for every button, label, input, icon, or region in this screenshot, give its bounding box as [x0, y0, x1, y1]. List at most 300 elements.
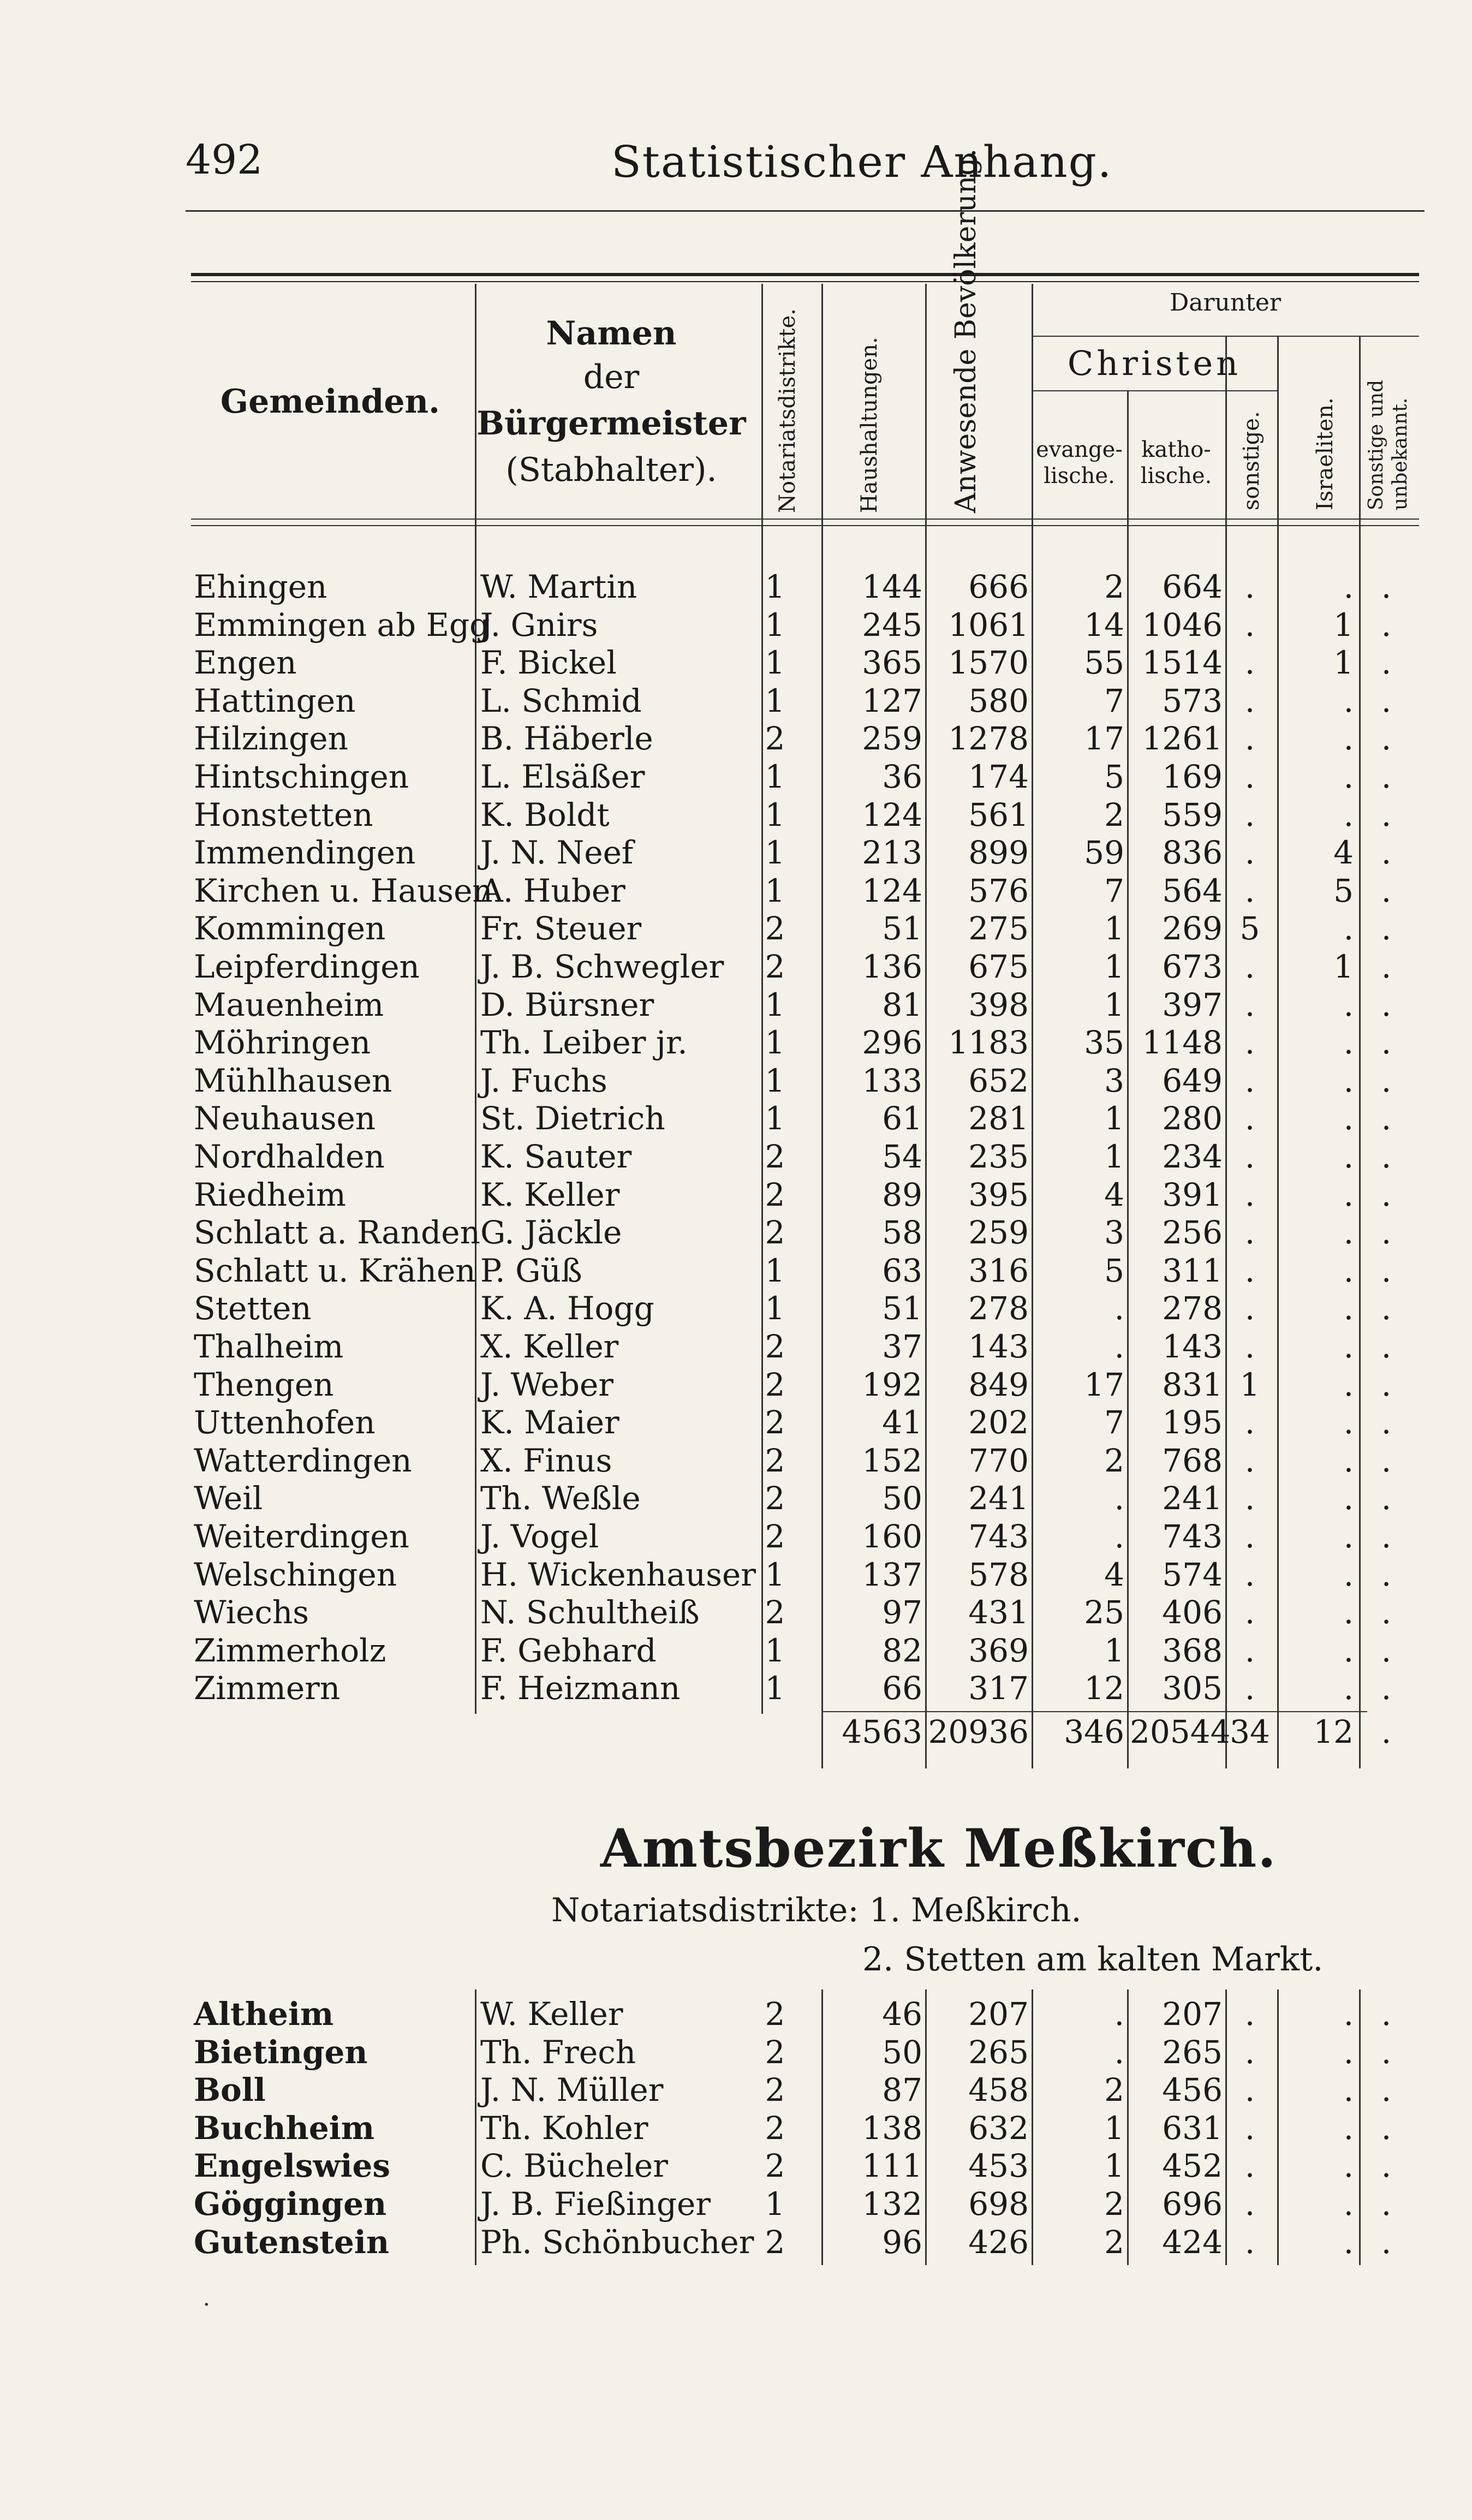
- cell-gemeinde: Schlatt a. Randen: [194, 1214, 480, 1252]
- cell-buergermeister: K. Keller: [480, 1176, 620, 1213]
- table-row: [0, 2033, 1472, 2071]
- table-row: [0, 1366, 1472, 1404]
- cell-katholische: 831: [1162, 1366, 1223, 1403]
- cell-anwesende: 458: [968, 2071, 1029, 2109]
- cell-katholische: 564: [1162, 872, 1223, 909]
- table-row: [0, 796, 1472, 834]
- cell-unbekannt: .: [1381, 1594, 1392, 1631]
- cell-evangelische: 1: [1104, 948, 1124, 985]
- table-row: [0, 948, 1472, 986]
- cell-israeliten: .: [1343, 1594, 1354, 1631]
- table-row: [0, 986, 1472, 1024]
- cell-sonstige: .: [1244, 2109, 1255, 2147]
- cell-gemeinde: Göggingen: [194, 2185, 387, 2223]
- cell-haushaltungen: 37: [882, 1328, 922, 1365]
- cell-anwesende: 578: [968, 1556, 1029, 1593]
- cell-haushaltungen: 50: [882, 1480, 922, 1517]
- header-bottom-rule: [191, 519, 1419, 520]
- cell-haushaltungen: 144: [862, 568, 922, 605]
- cell-unbekannt: .: [1381, 1214, 1392, 1252]
- cell-anwesende: 1061: [948, 606, 1029, 644]
- cell-anwesende: 1278: [948, 720, 1029, 758]
- cell-sonstige: .: [1244, 872, 1255, 909]
- cell-katholische: 256: [1162, 1214, 1223, 1252]
- cell-notariatsdistrikt: 2: [765, 1995, 785, 2033]
- cell-notariatsdistrikt: 2: [765, 948, 785, 985]
- cell-katholische: 631: [1162, 2109, 1223, 2147]
- table-row: [0, 1403, 1472, 1441]
- cell-unbekannt: .: [1381, 986, 1392, 1023]
- cell-notariatsdistrikt: 1: [765, 682, 785, 719]
- cell-unbekannt: .: [1381, 2185, 1392, 2223]
- cell-evangelische: 2: [1104, 1441, 1124, 1479]
- cell-buergermeister: D. Bürsner: [480, 986, 654, 1023]
- cell-israeliten: .: [1343, 1670, 1354, 1707]
- cell-sonstige: .: [1244, 1328, 1255, 1365]
- cell-anwesende: 202: [968, 1404, 1029, 1441]
- cell-haushaltungen: 365: [862, 644, 922, 682]
- cell-unbekannt: .: [1381, 1138, 1392, 1175]
- cell-sonstige: .: [1244, 1290, 1255, 1327]
- cell-haushaltungen: 124: [862, 796, 922, 833]
- cell-haushaltungen: 87: [882, 2071, 922, 2109]
- cell-buergermeister: Fr. Steuer: [480, 910, 642, 948]
- cell-gemeinde: Uttenhofen: [194, 1404, 376, 1441]
- cell-notariatsdistrikt: 2: [765, 720, 785, 758]
- cell-evangelische: 5: [1104, 1252, 1124, 1289]
- cell-sonstige: .: [1244, 2223, 1255, 2261]
- cell-anwesende: 316: [968, 1252, 1029, 1289]
- cell-sonstige: .: [1244, 796, 1255, 833]
- cell-haushaltungen: 152: [862, 1441, 922, 1479]
- cell-evangelische: .: [1114, 1328, 1124, 1365]
- cell-gemeinde: Altheim: [194, 1995, 334, 2033]
- cell-evangelische: 59: [1084, 834, 1124, 872]
- cell-notariatsdistrikt: 2: [765, 1138, 785, 1175]
- header-rule: [186, 210, 1425, 212]
- total-katholische: 20544: [1130, 1713, 1231, 1750]
- table-row: [0, 872, 1472, 910]
- cell-unbekannt: .: [1381, 1556, 1392, 1593]
- cell-unbekannt: .: [1381, 796, 1392, 833]
- cell-sonstige: .: [1244, 1404, 1255, 1441]
- cell-notariatsdistrikt: 1: [765, 1024, 785, 1062]
- cell-katholische: 1514: [1142, 644, 1223, 682]
- cell-buergermeister: J. N. Neef: [480, 834, 634, 872]
- table-row: [0, 1995, 1472, 2033]
- table-row: [0, 1099, 1472, 1137]
- cell-evangelische: .: [1114, 1995, 1124, 2033]
- table-row: [0, 644, 1472, 682]
- totals-row: [0, 1713, 1472, 1751]
- cell-evangelische: 1: [1104, 2147, 1124, 2185]
- cell-unbekannt: .: [1381, 720, 1392, 758]
- cell-unbekannt: .: [1381, 1441, 1392, 1479]
- cell-notariatsdistrikt: 1: [765, 1556, 785, 1593]
- cell-buergermeister: P. Güß: [480, 1252, 582, 1289]
- cell-buergermeister: W. Martin: [480, 568, 637, 605]
- cell-israeliten: .: [1343, 1328, 1354, 1365]
- cell-anwesende: 395: [968, 1176, 1029, 1213]
- cell-israeliten: 5: [1333, 872, 1354, 909]
- cell-unbekannt: .: [1381, 606, 1392, 644]
- cell-evangelische: 2: [1104, 796, 1124, 833]
- cell-haushaltungen: 51: [882, 1290, 922, 1327]
- cell-evangelische: 2: [1104, 568, 1124, 605]
- cell-unbekannt: .: [1381, 1631, 1392, 1669]
- cell-buergermeister: J. N. Müller: [480, 2071, 664, 2109]
- cell-israeliten: .: [1343, 910, 1354, 948]
- cell-notariatsdistrikt: 1: [765, 1062, 785, 1099]
- cell-anwesende: 580: [968, 682, 1029, 719]
- cell-katholische: 559: [1162, 796, 1223, 833]
- cell-gemeinde: Watterdingen: [194, 1441, 412, 1479]
- cell-gemeinde: Emmingen ab Egg: [194, 606, 490, 644]
- cell-haushaltungen: 50: [882, 2033, 922, 2071]
- cell-haushaltungen: 132: [862, 2185, 922, 2223]
- cell-haushaltungen: 138: [862, 2109, 922, 2147]
- cell-gemeinde: Stetten: [194, 1290, 312, 1327]
- cell-buergermeister: B. Häberle: [480, 720, 653, 758]
- cell-katholische: 1148: [1142, 1024, 1223, 1062]
- header-bottom-rule-2: [191, 525, 1419, 526]
- cell-israeliten: 1: [1333, 606, 1354, 644]
- cell-israeliten: .: [1343, 986, 1354, 1023]
- table-row: [0, 1023, 1472, 1062]
- section-notariats-line-1: Notariatsdistrikte: 1. Meßkirch.: [551, 1891, 1082, 1929]
- cell-unbekannt: .: [1381, 1024, 1392, 1062]
- cell-katholische: 278: [1162, 1290, 1223, 1327]
- cell-notariatsdistrikt: 2: [765, 2071, 785, 2109]
- cell-haushaltungen: 111: [862, 2147, 922, 2185]
- cell-gemeinde: Welschingen: [194, 1556, 397, 1593]
- cell-gemeinde: Kommingen: [194, 910, 386, 948]
- table-top-rule: [191, 273, 1419, 276]
- cell-unbekannt: .: [1381, 1404, 1392, 1441]
- cell-anwesende: 675: [968, 948, 1029, 985]
- cell-sonstige: .: [1244, 2033, 1255, 2071]
- cell-katholische: 265: [1162, 2033, 1223, 2071]
- cell-israeliten: .: [1343, 568, 1354, 605]
- cell-notariatsdistrikt: 2: [765, 1518, 785, 1555]
- cell-buergermeister: F. Gebhard: [480, 1631, 657, 1669]
- cell-unbekannt: .: [1381, 834, 1392, 872]
- cell-anwesende: 666: [968, 568, 1029, 605]
- cell-unbekannt: .: [1381, 2223, 1392, 2261]
- header-sonstige-unbekannt: Sonstige und unbekannt.: [1365, 379, 1411, 510]
- cell-israeliten: .: [1343, 2185, 1354, 2223]
- cell-buergermeister: K. Maier: [480, 1404, 619, 1441]
- cell-israeliten: .: [1343, 796, 1354, 833]
- cell-katholische: 368: [1162, 1631, 1223, 1669]
- cell-katholische: 195: [1162, 1404, 1223, 1441]
- cell-evangelische: 17: [1084, 1366, 1124, 1403]
- cell-evangelische: 7: [1104, 872, 1124, 909]
- header-christen: Christen: [1067, 343, 1242, 383]
- cell-haushaltungen: 127: [862, 682, 922, 719]
- cell-notariatsdistrikt: 1: [765, 758, 785, 795]
- cell-anwesende: 849: [968, 1366, 1029, 1403]
- cell-israeliten: .: [1343, 2033, 1354, 2071]
- cell-gemeinde: Schlatt u. Krähen: [194, 1252, 476, 1289]
- cell-anwesende: 561: [968, 796, 1029, 833]
- page-number: 492: [186, 136, 263, 183]
- cell-buergermeister: W. Keller: [480, 1995, 623, 2033]
- cell-gemeinde: Gutenstein: [194, 2223, 390, 2261]
- cell-sonstige: .: [1244, 834, 1255, 872]
- cell-sonstige: .: [1244, 2185, 1255, 2223]
- cell-buergermeister: F. Bickel: [480, 644, 617, 682]
- cell-sonstige: .: [1244, 568, 1255, 605]
- cell-sonstige: .: [1244, 2071, 1255, 2109]
- cell-notariatsdistrikt: 2: [765, 2147, 785, 2185]
- cell-gemeinde: Mauenheim: [194, 986, 384, 1023]
- cell-unbekannt: .: [1381, 1995, 1392, 2033]
- table-row: [0, 606, 1472, 644]
- cell-anwesende: 576: [968, 872, 1029, 909]
- cell-israeliten: .: [1343, 1100, 1354, 1137]
- cell-notariatsdistrikt: 2: [765, 1480, 785, 1517]
- cell-gemeinde: Ehingen: [194, 568, 327, 605]
- cell-israeliten: .: [1343, 1631, 1354, 1669]
- cell-katholische: 696: [1162, 2185, 1223, 2223]
- cell-haushaltungen: 41: [882, 1404, 922, 1441]
- section-title: Amtsbezirk Meßkirch.: [600, 1818, 1277, 1879]
- header-buergermeister: Bürgermeister: [476, 404, 746, 443]
- cell-evangelische: 1: [1104, 2109, 1124, 2147]
- cell-anwesende: 265: [968, 2033, 1029, 2071]
- stray-dot: ·: [203, 2292, 210, 2318]
- cell-katholische: 207: [1162, 1995, 1223, 2033]
- cell-anwesende: 431: [968, 1594, 1029, 1631]
- cell-israeliten: .: [1343, 1214, 1354, 1252]
- cell-notariatsdistrikt: 1: [765, 606, 785, 644]
- cell-israeliten: .: [1343, 2071, 1354, 2109]
- cell-sonstige: .: [1244, 1995, 1255, 2033]
- cell-evangelische: .: [1114, 2033, 1124, 2071]
- cell-evangelische: 1: [1104, 986, 1124, 1023]
- total-evangelische: 346: [1064, 1713, 1124, 1750]
- cell-anwesende: 632: [968, 2109, 1029, 2147]
- cell-sonstige: .: [1244, 948, 1255, 985]
- cell-gemeinde: Möhringen: [194, 1024, 371, 1062]
- cell-israeliten: .: [1343, 2223, 1354, 2261]
- table-top-rule-2: [191, 281, 1419, 282]
- cell-sonstige: .: [1244, 606, 1255, 644]
- cell-sonstige: .: [1244, 2147, 1255, 2185]
- cell-gemeinde: Nordhalden: [194, 1138, 385, 1175]
- cell-buergermeister: J. Vogel: [480, 1518, 599, 1555]
- page-title: Statistischer Anhang.: [611, 136, 1113, 187]
- cell-notariatsdistrikt: 1: [765, 644, 785, 682]
- cell-israeliten: .: [1343, 1995, 1354, 2033]
- total-unbekannt: .: [1381, 1713, 1392, 1750]
- cell-buergermeister: K. A. Hogg: [480, 1290, 654, 1327]
- cell-sonstige: .: [1244, 1480, 1255, 1517]
- table-row: [0, 2223, 1472, 2261]
- cell-israeliten: .: [1343, 1404, 1354, 1441]
- table-row: [0, 1669, 1472, 1707]
- cell-evangelische: .: [1114, 1480, 1124, 1517]
- cell-katholische: 391: [1162, 1176, 1223, 1213]
- cell-gemeinde: Zimmerholz: [194, 1631, 386, 1669]
- cell-anwesende: 899: [968, 834, 1029, 872]
- cell-haushaltungen: 63: [882, 1252, 922, 1289]
- cell-gemeinde: Neuhausen: [194, 1100, 376, 1137]
- cell-israeliten: 4: [1333, 834, 1354, 872]
- cell-evangelische: 1: [1104, 910, 1124, 948]
- cell-katholische: 573: [1162, 682, 1223, 719]
- cell-unbekannt: .: [1381, 644, 1392, 682]
- cell-notariatsdistrikt: 2: [765, 2109, 785, 2147]
- cell-sonstige: .: [1244, 1518, 1255, 1555]
- cell-evangelische: 2: [1104, 2223, 1124, 2261]
- cell-notariatsdistrikt: 1: [765, 834, 785, 872]
- table-row: [0, 1631, 1472, 1670]
- cell-sonstige: .: [1244, 1594, 1255, 1631]
- cell-anwesende: 426: [968, 2223, 1029, 2261]
- cell-haushaltungen: 259: [862, 720, 922, 758]
- cell-buergermeister: X. Keller: [480, 1328, 619, 1365]
- cell-haushaltungen: 245: [862, 606, 922, 644]
- cell-unbekannt: .: [1381, 1062, 1392, 1099]
- cell-katholische: 269: [1162, 910, 1223, 948]
- table-row: [0, 682, 1472, 720]
- cell-katholische: 574: [1162, 1556, 1223, 1593]
- cell-sonstige: .: [1244, 1100, 1255, 1137]
- cell-haushaltungen: 51: [882, 910, 922, 948]
- total-israeliten: 12: [1313, 1713, 1354, 1750]
- cell-katholische: 143: [1162, 1328, 1223, 1365]
- cell-notariatsdistrikt: 2: [765, 1176, 785, 1213]
- cell-israeliten: .: [1343, 1138, 1354, 1175]
- cell-gemeinde: Engen: [194, 644, 297, 682]
- cell-katholische: 234: [1162, 1138, 1223, 1175]
- cell-notariatsdistrikt: 2: [765, 1214, 785, 1252]
- header-notariatsdistrikte: Notariatsdistrikte.: [775, 308, 800, 513]
- table-row: [0, 1137, 1472, 1176]
- cell-gemeinde: Honstetten: [194, 796, 373, 833]
- table-row: [0, 1289, 1472, 1327]
- cell-evangelische: 1: [1104, 1100, 1124, 1137]
- cell-evangelische: 1: [1104, 1138, 1124, 1175]
- header-darunter: Darunter: [1170, 289, 1281, 317]
- cell-katholische: 169: [1162, 758, 1223, 795]
- cell-haushaltungen: 136: [862, 948, 922, 985]
- cell-anwesende: 652: [968, 1062, 1029, 1099]
- cell-israeliten: .: [1343, 1366, 1354, 1403]
- cell-unbekannt: .: [1381, 1670, 1392, 1707]
- cell-haushaltungen: 137: [862, 1556, 922, 1593]
- cell-katholische: 452: [1162, 2147, 1223, 2185]
- cell-israeliten: .: [1343, 2147, 1354, 2185]
- cell-anwesende: 317: [968, 1670, 1029, 1707]
- cell-evangelische: 1: [1104, 1631, 1124, 1669]
- cell-gemeinde: Immendingen: [194, 834, 416, 872]
- cell-evangelische: 17: [1084, 720, 1124, 758]
- cell-notariatsdistrikt: 1: [765, 1631, 785, 1669]
- table-row: [0, 2185, 1472, 2223]
- cell-anwesende: 398: [968, 986, 1029, 1023]
- cell-gemeinde: Leipferdingen: [194, 948, 420, 985]
- header-namen: Namen: [546, 314, 677, 353]
- cell-sonstige: 5: [1239, 910, 1260, 948]
- header-israeliten: Israeliten.: [1313, 397, 1338, 510]
- cell-evangelische: 25: [1084, 1594, 1124, 1631]
- cell-evangelische: 35: [1084, 1024, 1124, 1062]
- cell-buergermeister: Th. Frech: [480, 2033, 636, 2071]
- cell-anwesende: 275: [968, 910, 1029, 948]
- cell-buergermeister: L. Elsäßer: [480, 758, 645, 795]
- cell-israeliten: 1: [1333, 644, 1354, 682]
- cell-anwesende: 235: [968, 1138, 1029, 1175]
- cell-anwesende: 743: [968, 1518, 1029, 1555]
- cell-sonstige: .: [1244, 720, 1255, 758]
- cell-unbekannt: .: [1381, 872, 1392, 909]
- header-evangelische: evange- lische.: [1036, 437, 1123, 488]
- cell-gemeinde: Mühlhausen: [194, 1062, 392, 1099]
- cell-buergermeister: L. Schmid: [480, 682, 642, 719]
- cell-evangelische: 4: [1104, 1176, 1124, 1213]
- cell-buergermeister: F. Heizmann: [480, 1670, 681, 1707]
- cell-evangelische: 7: [1104, 682, 1124, 719]
- cell-israeliten: .: [1343, 1290, 1354, 1327]
- cell-evangelische: 12: [1084, 1670, 1124, 1707]
- cell-unbekannt: .: [1381, 910, 1392, 948]
- cell-notariatsdistrikt: 1: [765, 2185, 785, 2223]
- cell-buergermeister: N. Schultheiß: [480, 1594, 700, 1631]
- cell-katholische: 311: [1162, 1252, 1223, 1289]
- cell-anwesende: 278: [968, 1290, 1029, 1327]
- cell-israeliten: .: [1343, 1441, 1354, 1479]
- cell-unbekannt: .: [1381, 2071, 1392, 2109]
- cell-anwesende: 259: [968, 1214, 1029, 1252]
- cell-haushaltungen: 54: [882, 1138, 922, 1175]
- cell-sonstige: 1: [1239, 1366, 1260, 1403]
- table-row: [0, 2147, 1472, 2185]
- cell-notariatsdistrikt: 1: [765, 1670, 785, 1707]
- table-row: [0, 833, 1472, 872]
- total-sonstige: 34: [1230, 1713, 1270, 1750]
- cell-notariatsdistrikt: 2: [765, 1441, 785, 1479]
- cell-buergermeister: J. Gnirs: [480, 606, 598, 644]
- cell-buergermeister: J. B. Fießinger: [480, 2185, 711, 2223]
- cell-katholische: 456: [1162, 2071, 1223, 2109]
- cell-unbekannt: .: [1381, 1252, 1392, 1289]
- cell-evangelische: 55: [1084, 644, 1124, 682]
- cell-haushaltungen: 81: [882, 986, 922, 1023]
- cell-sonstige: .: [1244, 682, 1255, 719]
- cell-sonstige: .: [1244, 1252, 1255, 1289]
- cell-sonstige: .: [1244, 644, 1255, 682]
- header-der: der: [583, 358, 640, 396]
- cell-gemeinde: Hilzingen: [194, 720, 348, 758]
- cell-unbekannt: .: [1381, 1176, 1392, 1213]
- table-row: [0, 2109, 1472, 2147]
- cell-gemeinde: Kirchen u. Hausen: [194, 872, 493, 909]
- cell-notariatsdistrikt: 1: [765, 796, 785, 833]
- table-row: [0, 909, 1472, 948]
- cell-haushaltungen: 160: [862, 1518, 922, 1555]
- cell-katholische: 836: [1162, 834, 1223, 872]
- table-row: [0, 1176, 1472, 1214]
- cell-katholische: 397: [1162, 986, 1223, 1023]
- cell-notariatsdistrikt: 2: [765, 1594, 785, 1631]
- cell-haushaltungen: 296: [862, 1024, 922, 1062]
- cell-katholische: 743: [1162, 1518, 1223, 1555]
- cell-sonstige: .: [1244, 1024, 1255, 1062]
- cell-katholische: 1046: [1142, 606, 1223, 644]
